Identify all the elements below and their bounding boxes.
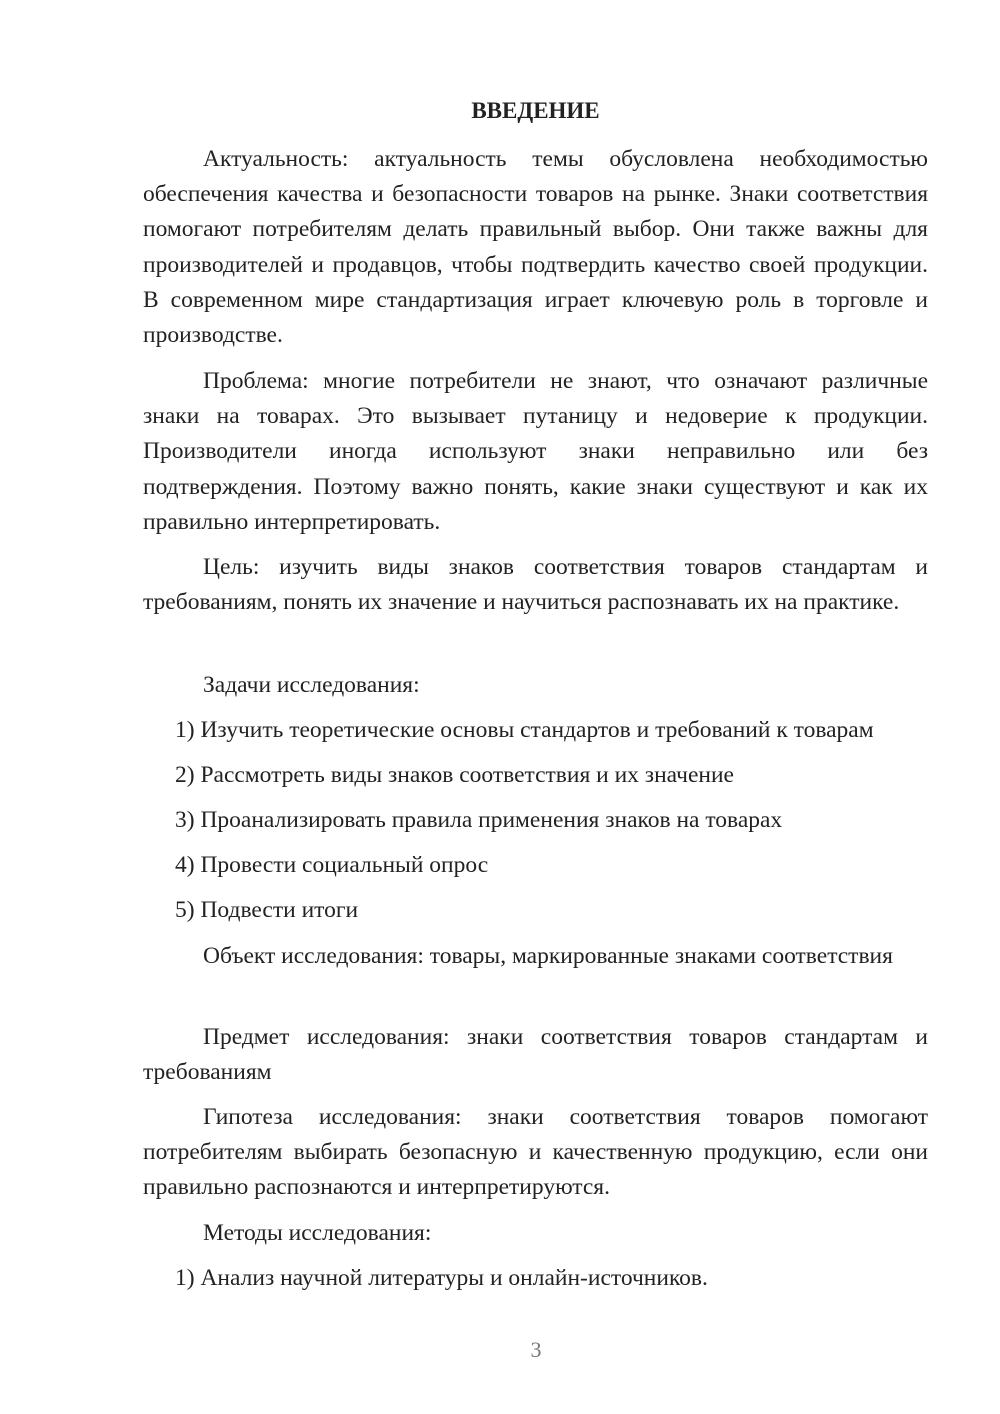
methods-heading: Методы исследования: — [203, 1220, 432, 1246]
method-item-1: 1) Анализ научной литературы и онлайн-источников. — [175, 1265, 708, 1291]
task-item-1: 1) Изучить теоретические основы стандартов и требований к товарам — [175, 717, 874, 743]
tasks-heading: Задачи исследования: — [203, 672, 420, 698]
section-title: ВВЕДЕНИЕ — [471, 98, 600, 123]
task-item-3: 3) Проанализировать правила применения знаков на товарах — [175, 807, 783, 833]
task-item-2: 2) Рассмотреть виды знаков соответствия и их значение — [175, 762, 734, 788]
object-paragraph: Объект исследования: товары, маркированные знаками соответствия — [203, 943, 893, 969]
hypothesis-paragraph: Гипотеза исследования: знаки соответствия товаров помогают потребителям выбирать безопасную и качественную продукцию, если они правильно распознаются и интерпретируются. — [143, 1104, 928, 1201]
page-number: 3 — [530, 1337, 542, 1362]
goal-paragraph: Цель: изучить виды знаков соответствия товаров стандартам и требованиям, понять их значение и научиться распознавать их на практике. — [143, 554, 928, 616]
task-item-4: 4) Провести социальный опрос — [175, 852, 489, 878]
relevance-paragraph: Актуальность: актуальность темы обусловлена необходимостью обеспечения качества и безопасности товаров на рынке. Знаки соответствия помогают потребителям делать правильный выбор. Они также важны для производителей и продавцов, чтобы подтвердить качество своей продукции. В современном мире стандартизация играет ключевую роль в торговле и производстве. — [143, 146, 928, 349]
subject-paragraph: Предмет исследования: знаки соответствия товаров стандартам и требованиям — [143, 1024, 928, 1086]
task-item-5: 5) Подвести итоги — [175, 897, 359, 923]
problem-paragraph: Проблема: многие потребители не знают, что означают различные знаки на товарах. Это вызывает путаницу и недоверие к продукции. Производители иногда используют знаки неправильно или без подтверждения. Поэтому важно понять, какие знаки существуют и как их правильно интерпретировать. — [143, 368, 928, 535]
